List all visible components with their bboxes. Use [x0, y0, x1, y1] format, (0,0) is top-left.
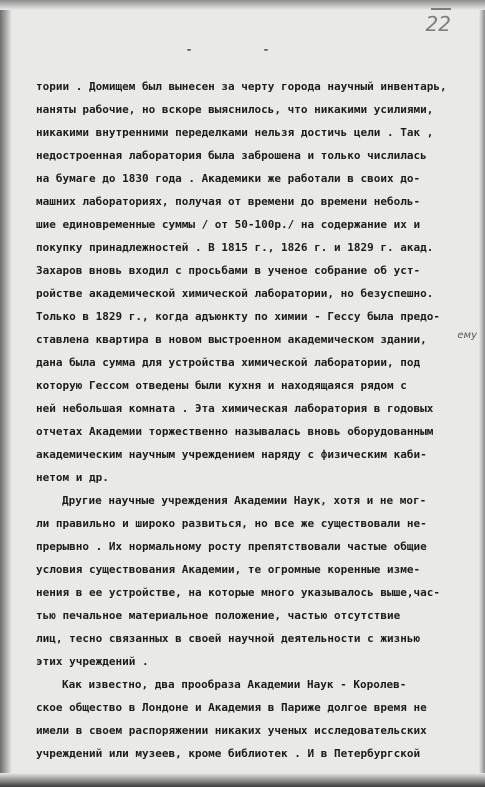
text-line: на бумаге до 1830 года . Академики же работали в своих до- — [36, 172, 421, 185]
text-line: Только в 1829 г., когда адъюнкту по химии - Гессу была предо- — [36, 310, 440, 323]
text-line: ли правильно и широко развиться, но все же существовали не- — [36, 517, 427, 530]
text-line: ройстве академической химической лаборатории, но безуспешно. — [36, 287, 434, 300]
text-line: ское общество в Лондоне и Академия в Париже долгое время не — [36, 701, 427, 714]
page-number: 22 — [425, 12, 451, 36]
text-line: Другие научные учреждения Академии Наук, хотя и не мог- — [62, 494, 427, 507]
text-line: покупку принадлежностей . В 1815 г., 1826 г. и 1829 г. акад. — [36, 241, 434, 254]
body-text — [36, 75, 466, 765]
text-line: наняты рабочие, но вскоре выяснилось, что никакими усилиями, — [36, 103, 434, 116]
page-number-strike — [431, 8, 451, 10]
text-line: ней небольшая комната . Эта химическая лаборатория в годовых — [36, 402, 434, 415]
text-line: тории . Домищем был вынесен за черту города научный инвентарь, — [36, 80, 447, 93]
text-line: академическим научным учреждением наряду с физическим каби- — [36, 448, 427, 461]
text-line: нетом и др. — [36, 471, 109, 484]
page-shadow-bottom — [0, 773, 485, 787]
text-line: недостроенная лаборатория была заброшена и только числилась — [36, 149, 427, 162]
text-line: прерывно . Их нормальному росту препятствовали частые общие — [36, 540, 427, 553]
text-line: ставлена квартира в новом выстроенном академическом здании, — [36, 333, 427, 346]
text-line: лиц, тесно связанных в своей научной деятельности с жизнью — [36, 632, 421, 645]
text-line: дана была сумма для устройства химической лаборатории, под — [36, 356, 421, 369]
text-line: этих учреждений . — [36, 655, 149, 668]
text-line: тью печальное материальное положение, частью отсутствие — [36, 609, 401, 622]
text-line: которую Гессом отведены были кухня и находящаяся рядом с — [36, 379, 407, 392]
margin-note: ему — [457, 330, 477, 341]
page-shadow-left — [0, 0, 12, 787]
text-line: отчетах Академии торжественно называлась вновь оборудованным — [36, 425, 434, 438]
text-line: никакими внутренними переделками нельзя достичь цели . Так , — [36, 126, 434, 139]
page-shadow-right — [479, 0, 485, 787]
text-line: имели в своем распоряжении никаких ученых исследовательских — [36, 724, 427, 737]
header-mark: - - — [184, 42, 301, 58]
text-line: учреждений или музеев, кроме библиотек . И в Петербургской — [36, 747, 421, 760]
text-line: нения в ее устройстве, на которые много указывалось выше,час- — [36, 586, 440, 599]
page-shadow-top — [0, 0, 485, 10]
text-line: Как известно, два прообраза Академии Наук - Королев- — [62, 678, 407, 691]
text-line: машних лабораториях, получая от времени до времени неболь- — [36, 195, 421, 208]
text-line: условия существования Академии, те огромные коренные изме- — [36, 563, 421, 576]
text-line: Захаров вновь входил с просьбами в ученое собрание об уст- — [36, 264, 421, 277]
text-line: шие единовременные суммы / от 50-100р./ на содержание их и — [36, 218, 421, 231]
